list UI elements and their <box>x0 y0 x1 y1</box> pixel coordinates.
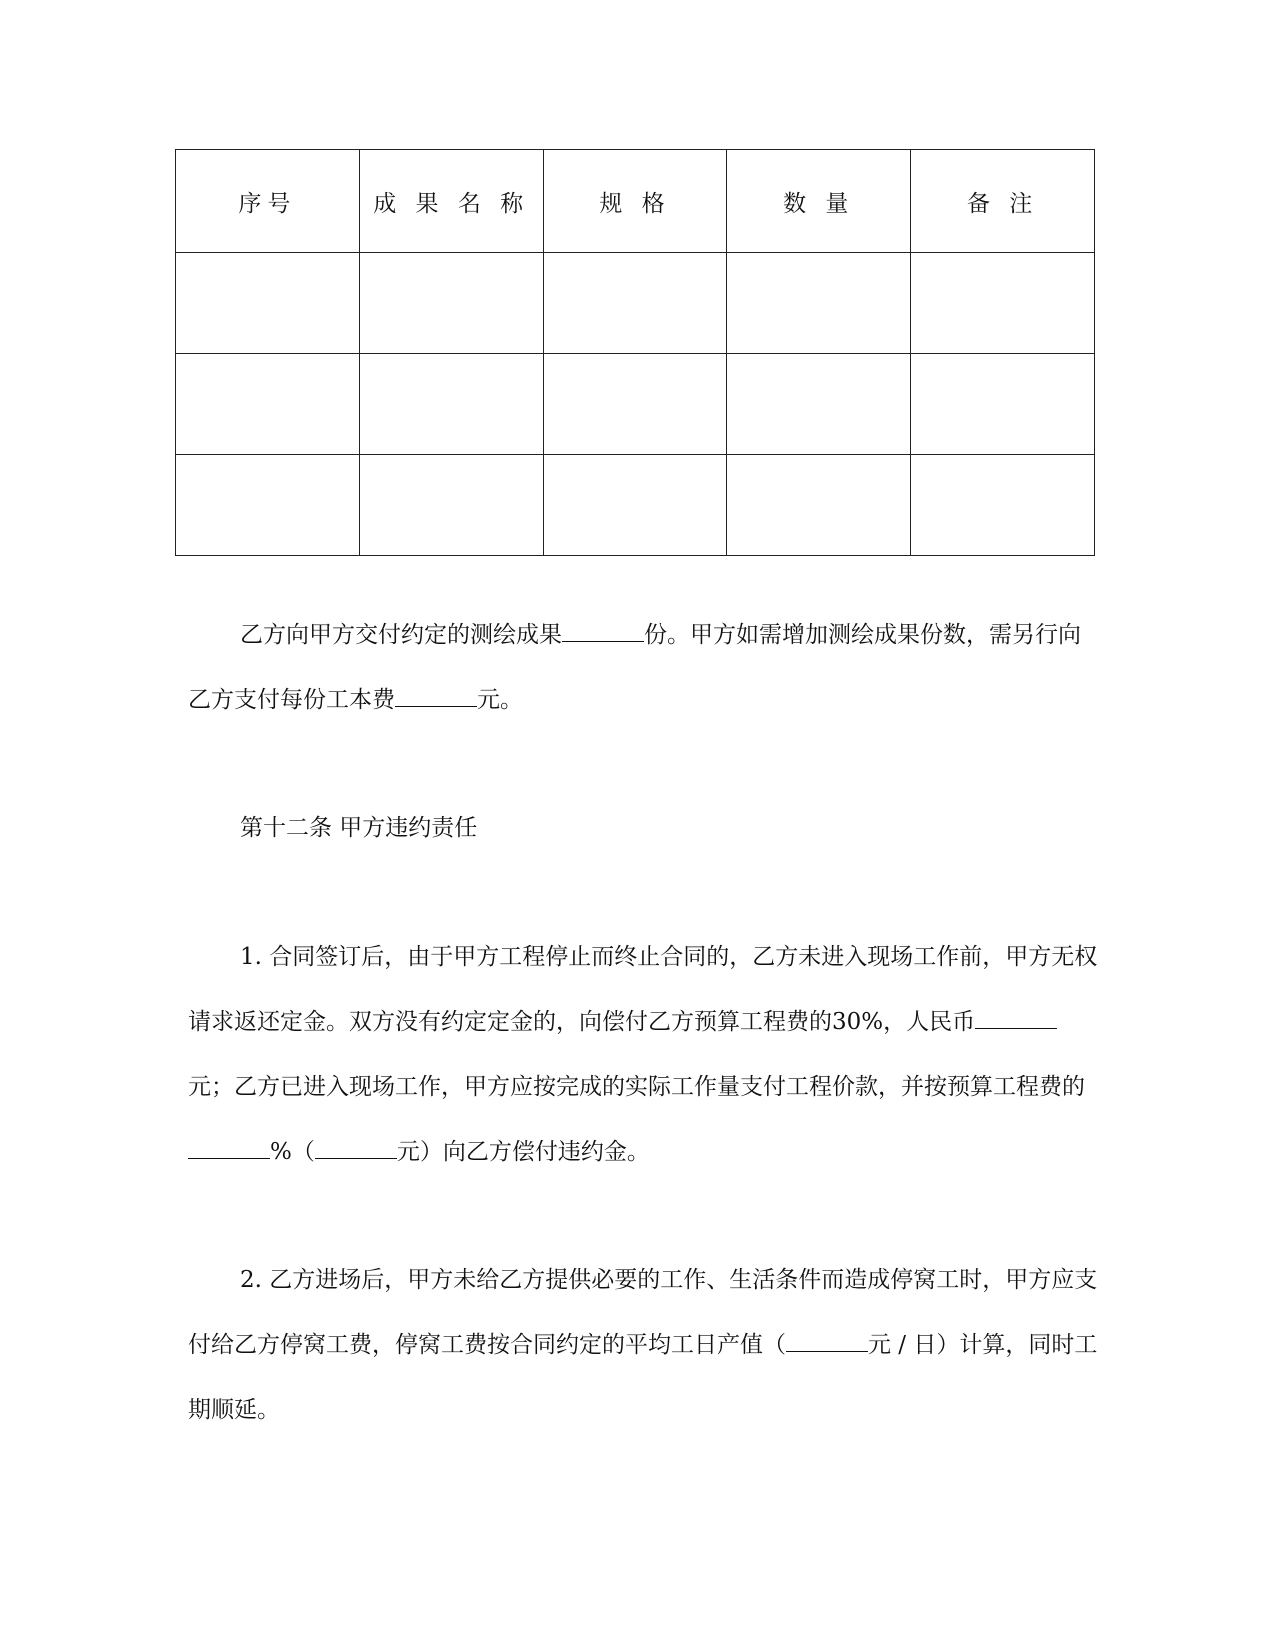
header-result-name: 成 果 名 称 <box>359 150 543 253</box>
table-cell <box>911 253 1095 354</box>
table-cell <box>543 253 727 354</box>
delivery-text-3: 元。 <box>477 687 523 713</box>
header-serial-number: 序号 <box>176 150 360 253</box>
clause-1-text-4: 元）向乙方偿付违约金。 <box>396 1139 650 1165</box>
table-cell <box>176 253 360 354</box>
table-cell <box>543 455 727 556</box>
table-row <box>176 455 1095 556</box>
results-table <box>175 149 1095 556</box>
header-quantity: 数 量 <box>727 150 911 253</box>
copies-blank-field[interactable] <box>562 619 644 642</box>
delivery-text-2: 份。甲方如需增加测绘成果份数，需另行向乙方支付每份工本费 <box>188 622 1081 713</box>
header-specification: 规 格 <box>543 150 727 253</box>
clause-1-text-1: 1. 合同签订后，由于甲方工程停止而终止合同的，乙方未进入现场工作前，甲方无权请求返还定金。双方没有约定定金的，向偿付乙方预算工程费的30%，人民币 <box>188 944 1098 1035</box>
table-cell <box>727 253 911 354</box>
percent-blank-field[interactable] <box>188 1136 270 1159</box>
table-cell <box>727 354 911 455</box>
table-cell <box>359 455 543 556</box>
table-cell <box>543 354 727 455</box>
table-header-row <box>176 150 1095 253</box>
table-cell <box>911 354 1095 455</box>
penalty-amount-blank-field[interactable] <box>315 1136 397 1159</box>
clause-1-paragraph <box>188 925 1098 1185</box>
table-cell <box>727 455 911 556</box>
table-cell <box>176 354 360 455</box>
delivery-text-1: 乙方向甲方交付约定的测绘成果 <box>240 622 562 648</box>
clause-1-text-3: %（ <box>270 1139 315 1165</box>
header-remarks: 备 注 <box>911 150 1095 253</box>
clause-1-text-2: 元；乙方已进入现场工作，甲方应按完成的实际工作量支付工程价款，并按预算工程费的 <box>188 1074 1085 1100</box>
table-row <box>176 253 1095 354</box>
rmb-amount-blank-field[interactable] <box>975 1006 1057 1029</box>
clause-2-text-1: 2. 乙方进场后，甲方未给乙方提供必要的工作、生活条件而造成停窝工时，甲方应支付给乙方停窝工费，停窝工费按合同约定的平均工日产值（ <box>188 1267 1098 1358</box>
article-heading: 第十二条 甲方违约责任 <box>240 815 478 841</box>
delivery-paragraph <box>188 603 1098 733</box>
clause-2-paragraph <box>188 1248 1098 1443</box>
cost-blank-field[interactable] <box>395 684 477 707</box>
table-cell <box>176 455 360 556</box>
table-cell <box>359 253 543 354</box>
clause-2-text-2: 元 / 日）计算，同时工期顺延。 <box>188 1332 1098 1423</box>
table-cell <box>911 455 1095 556</box>
table-cell <box>359 354 543 455</box>
table-row <box>176 354 1095 455</box>
daily-value-blank-field[interactable] <box>786 1329 868 1352</box>
